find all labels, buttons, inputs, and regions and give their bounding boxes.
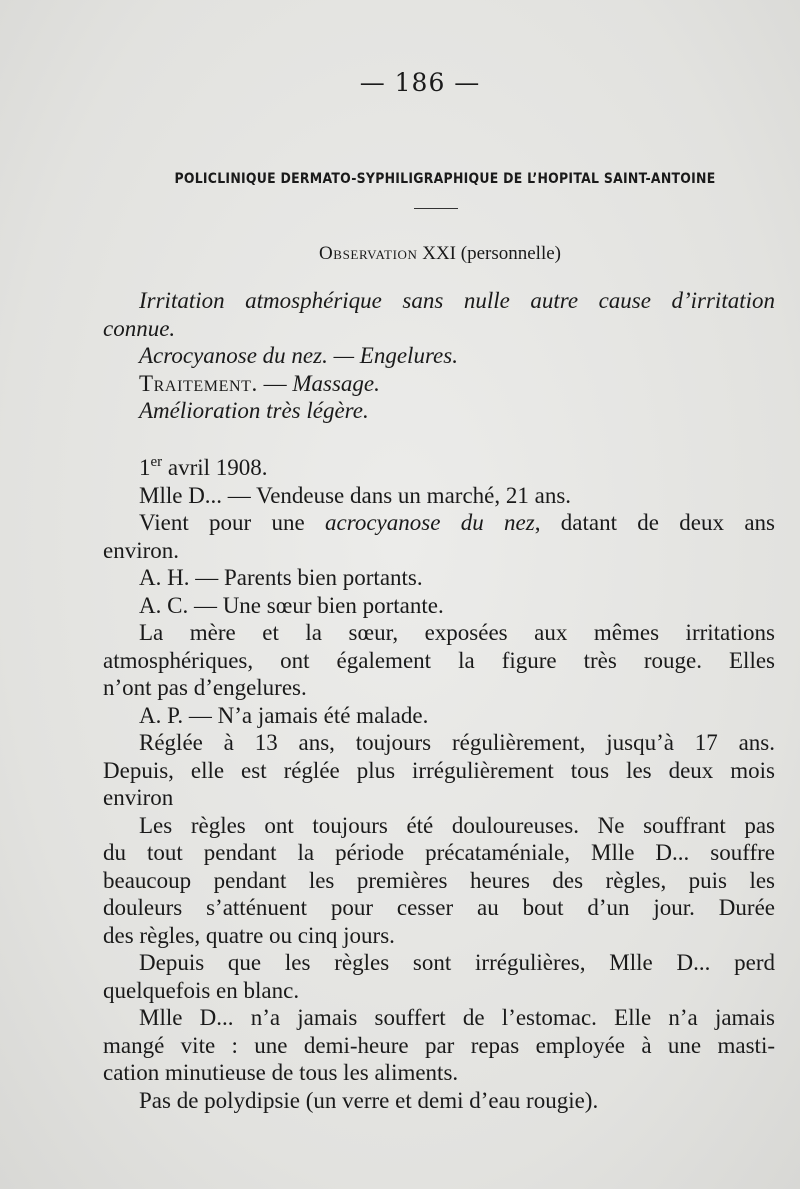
body-line: environ — [103, 785, 174, 810]
case-body — [103, 454, 775, 1114]
observation-title — [0, 243, 800, 265]
body-line: du tout pendant la période précataméniale, Mlle D... souffre — [103, 840, 775, 865]
summary-line: Amélioration très légère. — [139, 398, 369, 423]
treatment-separator: — — [257, 370, 293, 396]
body-line: environ. — [103, 537, 180, 563]
body-line: Pas de polydipsie (un verre et demi d’eau rougie). — [139, 1087, 599, 1113]
body-line: Les règles ont toujours été douloureuses. Ne souffrant pas — [139, 812, 775, 838]
divider-rule — [414, 208, 458, 209]
treatment-value: Massage. — [292, 370, 380, 396]
observation-number: XXI — [422, 243, 457, 264]
body-line: n’ont pas d’engelures. — [103, 675, 307, 700]
body-line: Depuis, elle est réglée plus irrégulièrement tous les deux mois — [103, 757, 775, 783]
body-line: A. P. — N’a jamais été malade. — [139, 702, 429, 728]
observation-note: (personnelle) — [460, 243, 561, 264]
body-fragment: , datant de deux ans — [534, 510, 775, 535]
clinic-header: POLICLINIQUE DERMATO-SYPHILIGRAPHIQUE DE L’HOPITAL SAINT-ANTOINE — [174, 171, 716, 187]
body-line: douleurs s’atténuent pour cesser au bout d’un jour. Durée — [103, 895, 775, 920]
date-rest: avril 1908. — [162, 455, 268, 480]
treatment-label: Traitement. — [139, 370, 258, 396]
body-line — [103, 509, 775, 537]
observation-label: Observation — [318, 243, 418, 264]
summary-line: connue. — [103, 315, 176, 341]
body-line: A. H. — Parents bien portants. — [139, 565, 423, 590]
body-line: beaucoup pendant les premières heures des règles, puis les — [103, 867, 775, 893]
body-line: Depuis que les règles sont irrégulières, Mlle D... perd — [139, 950, 775, 975]
summary-line: Acrocyanose du nez. — Engelures. — [139, 343, 458, 368]
body-line: atmosphériques, ont également la figure très rouge. Elles — [103, 647, 775, 673]
page-number: — 186 — — [359, 68, 481, 97]
body-line: cation minutieuse de tous les aliments. — [103, 1060, 459, 1085]
body-line: Mlle D... — Vendeuse dans un marché, 21 ans. — [139, 482, 572, 508]
body-fragment: Vient pour une — [139, 510, 326, 535]
date-ordinal: er — [150, 454, 163, 470]
body-line: Réglée à 13 ans, toujours régulièrement, jusqu’à 17 ans. — [139, 730, 775, 755]
date-day: 1 — [139, 455, 151, 480]
case-summary — [103, 287, 775, 425]
body-line: A. C. — Une sœur bien portante. — [139, 592, 444, 618]
body-line: quelquefois en blanc. — [103, 977, 300, 1003]
body-line: Mlle D... n’a jamais souffert de l’estomac. Elle n’a jamais — [139, 1005, 775, 1030]
body-line: mangé vite : une demi-heure par repas employée à une masti- — [103, 1032, 775, 1058]
body-line: des règles, quatre ou cinq jours. — [103, 922, 395, 948]
treatment-line — [103, 370, 775, 398]
date-line — [103, 454, 775, 482]
body-line: La mère et la sœur, exposées aux mêmes irritations — [139, 620, 775, 645]
body-fragment-italic: acrocyanose du nez — [325, 510, 535, 535]
summary-line: Irritation atmosphérique sans nulle autre cause d’irritation — [139, 288, 775, 313]
